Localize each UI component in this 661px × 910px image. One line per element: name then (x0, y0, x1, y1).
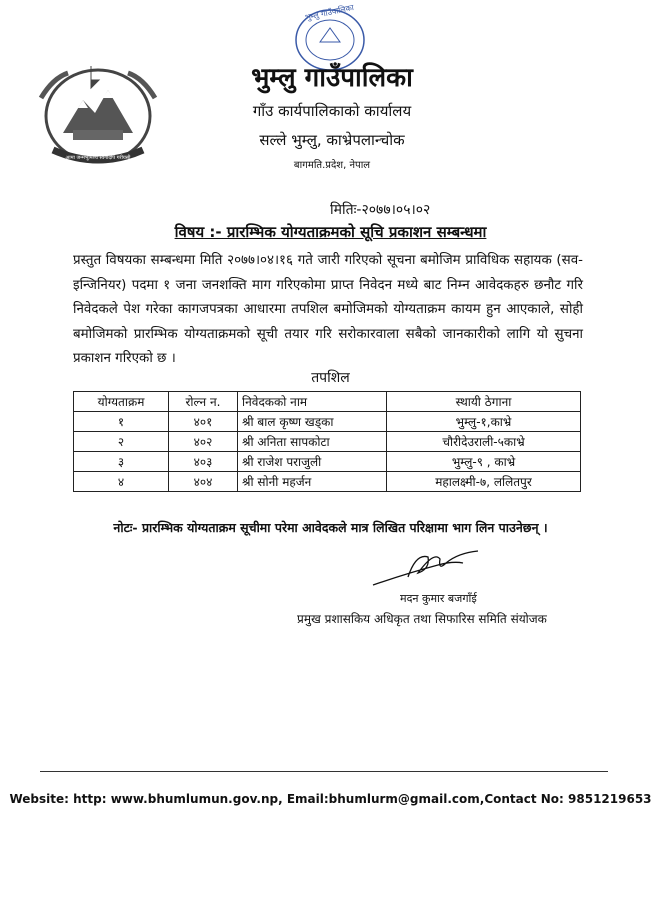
cell-rank: २ (74, 432, 169, 452)
nepal-emblem-icon (33, 58, 163, 170)
office-address: सल्ले भुम्लु, काभ्रेपलान्चोक (259, 131, 405, 149)
table-row (74, 412, 581, 432)
cell-name: श्री सोनी महर्जन (238, 472, 387, 492)
letter-body: प्रस्तुत विषयका सम्बन्धमा मिति २०७७।०४।१६ गते जारी गरिएको सूचना बमोजिम प्राविधिक सहायक (सव-इन्जिनियर) पदमा १ जना जनशक्ति माग गरिएकोमा प्राप्त निवेदन मध्ये बाट निम्न आवेदकहरु छनौट गरि निवेदकले पेश गरेका कागजपत्रका आधारमा तपशिल बमोजिमको योग्यताक्रम कायम हुन आएकाले, सोही बमोजिमको प्रारम्भिक योग्यताक्रमको सूची तयार गरि सरोकारवाला सबैको जानकारीको लागि यो सुचना प्रकाशन गरिएको छ । (73, 253, 583, 367)
cell-rank: ४ (74, 472, 169, 492)
office-name: भुम्लु गाउँपालिका (251, 63, 413, 93)
cell-rank: ३ (74, 452, 169, 472)
table-header-row (74, 392, 581, 412)
cell-address: महालक्ष्मी-७, ललितपुर (387, 472, 581, 492)
cell-name: श्री राजेश पराजुली (238, 452, 387, 472)
footer-divider (40, 771, 608, 772)
letter-date: मितिः-२०७७।०५।०२ (330, 202, 431, 218)
exam-note: नोटः- प्रारम्भिक योग्यताक्रम सूचीमा परेमा आवेदकले मात्र लिखित परिक्षामा भाग लिन पाउनेछन् । (113, 520, 548, 535)
svg-text:भुम्लु गाउँपालिका: भुम्लु गाउँपालिका (304, 3, 355, 23)
table-row (74, 432, 581, 452)
signer-title: प्रमुख प्रशासकिय अधिकृत तथा सिफारिस समिति संयोजक (297, 612, 547, 626)
svg-text:आमा जन्मभूमिश्च स्वर्गादपि गरी: आमा जन्मभूमिश्च स्वर्गादपि गरीयसी (65, 155, 131, 161)
table-row (74, 472, 581, 492)
merit-list-table (73, 391, 581, 492)
footer-contact: Website: http: www.bhumlumun.gov.np, Email:bhumlurm@gmail.com,Contact No: 9851219653 (9, 792, 652, 806)
header-rank: योग्यताक्रम (74, 392, 169, 412)
cell-roll: ४०२ (169, 432, 238, 452)
cell-rank: १ (74, 412, 169, 432)
header-address: स्थायी ठेगाना (387, 392, 581, 412)
header-roll: रोल्न न. (169, 392, 238, 412)
table-row (74, 452, 581, 472)
cell-name: श्री अनिता सापकोटा (238, 432, 387, 452)
cell-roll: ४०४ (169, 472, 238, 492)
cell-address: भुम्लु-१,काभ्रे (387, 412, 581, 432)
signer-name: मदन कुमार बजगाँई (400, 592, 477, 605)
letter-subject (0, 222, 661, 242)
subject-text: विषय :- प्रारम्भिक योग्यताक्रमको सूचि प्रकाशन सम्बन्धमा (174, 223, 487, 241)
table-title: तपशिल (311, 370, 350, 386)
office-subtitle: गाँउ कार्यपालिकाको कार्यालय (252, 102, 412, 120)
office-region: बागमति.प्रदेश, नेपाल (293, 160, 371, 171)
cell-address: भुम्लु-९ , काभ्रे (387, 452, 581, 472)
cell-name: श्री बाल कृष्ण खड्का (238, 412, 387, 432)
signature-icon (368, 543, 488, 591)
cell-address: चौरीदेउराली-५काभ्रे (387, 432, 581, 452)
cell-roll: ४०१ (169, 412, 238, 432)
header-name: निवेदकको नाम (238, 392, 387, 412)
cell-roll: ४०३ (169, 452, 238, 472)
